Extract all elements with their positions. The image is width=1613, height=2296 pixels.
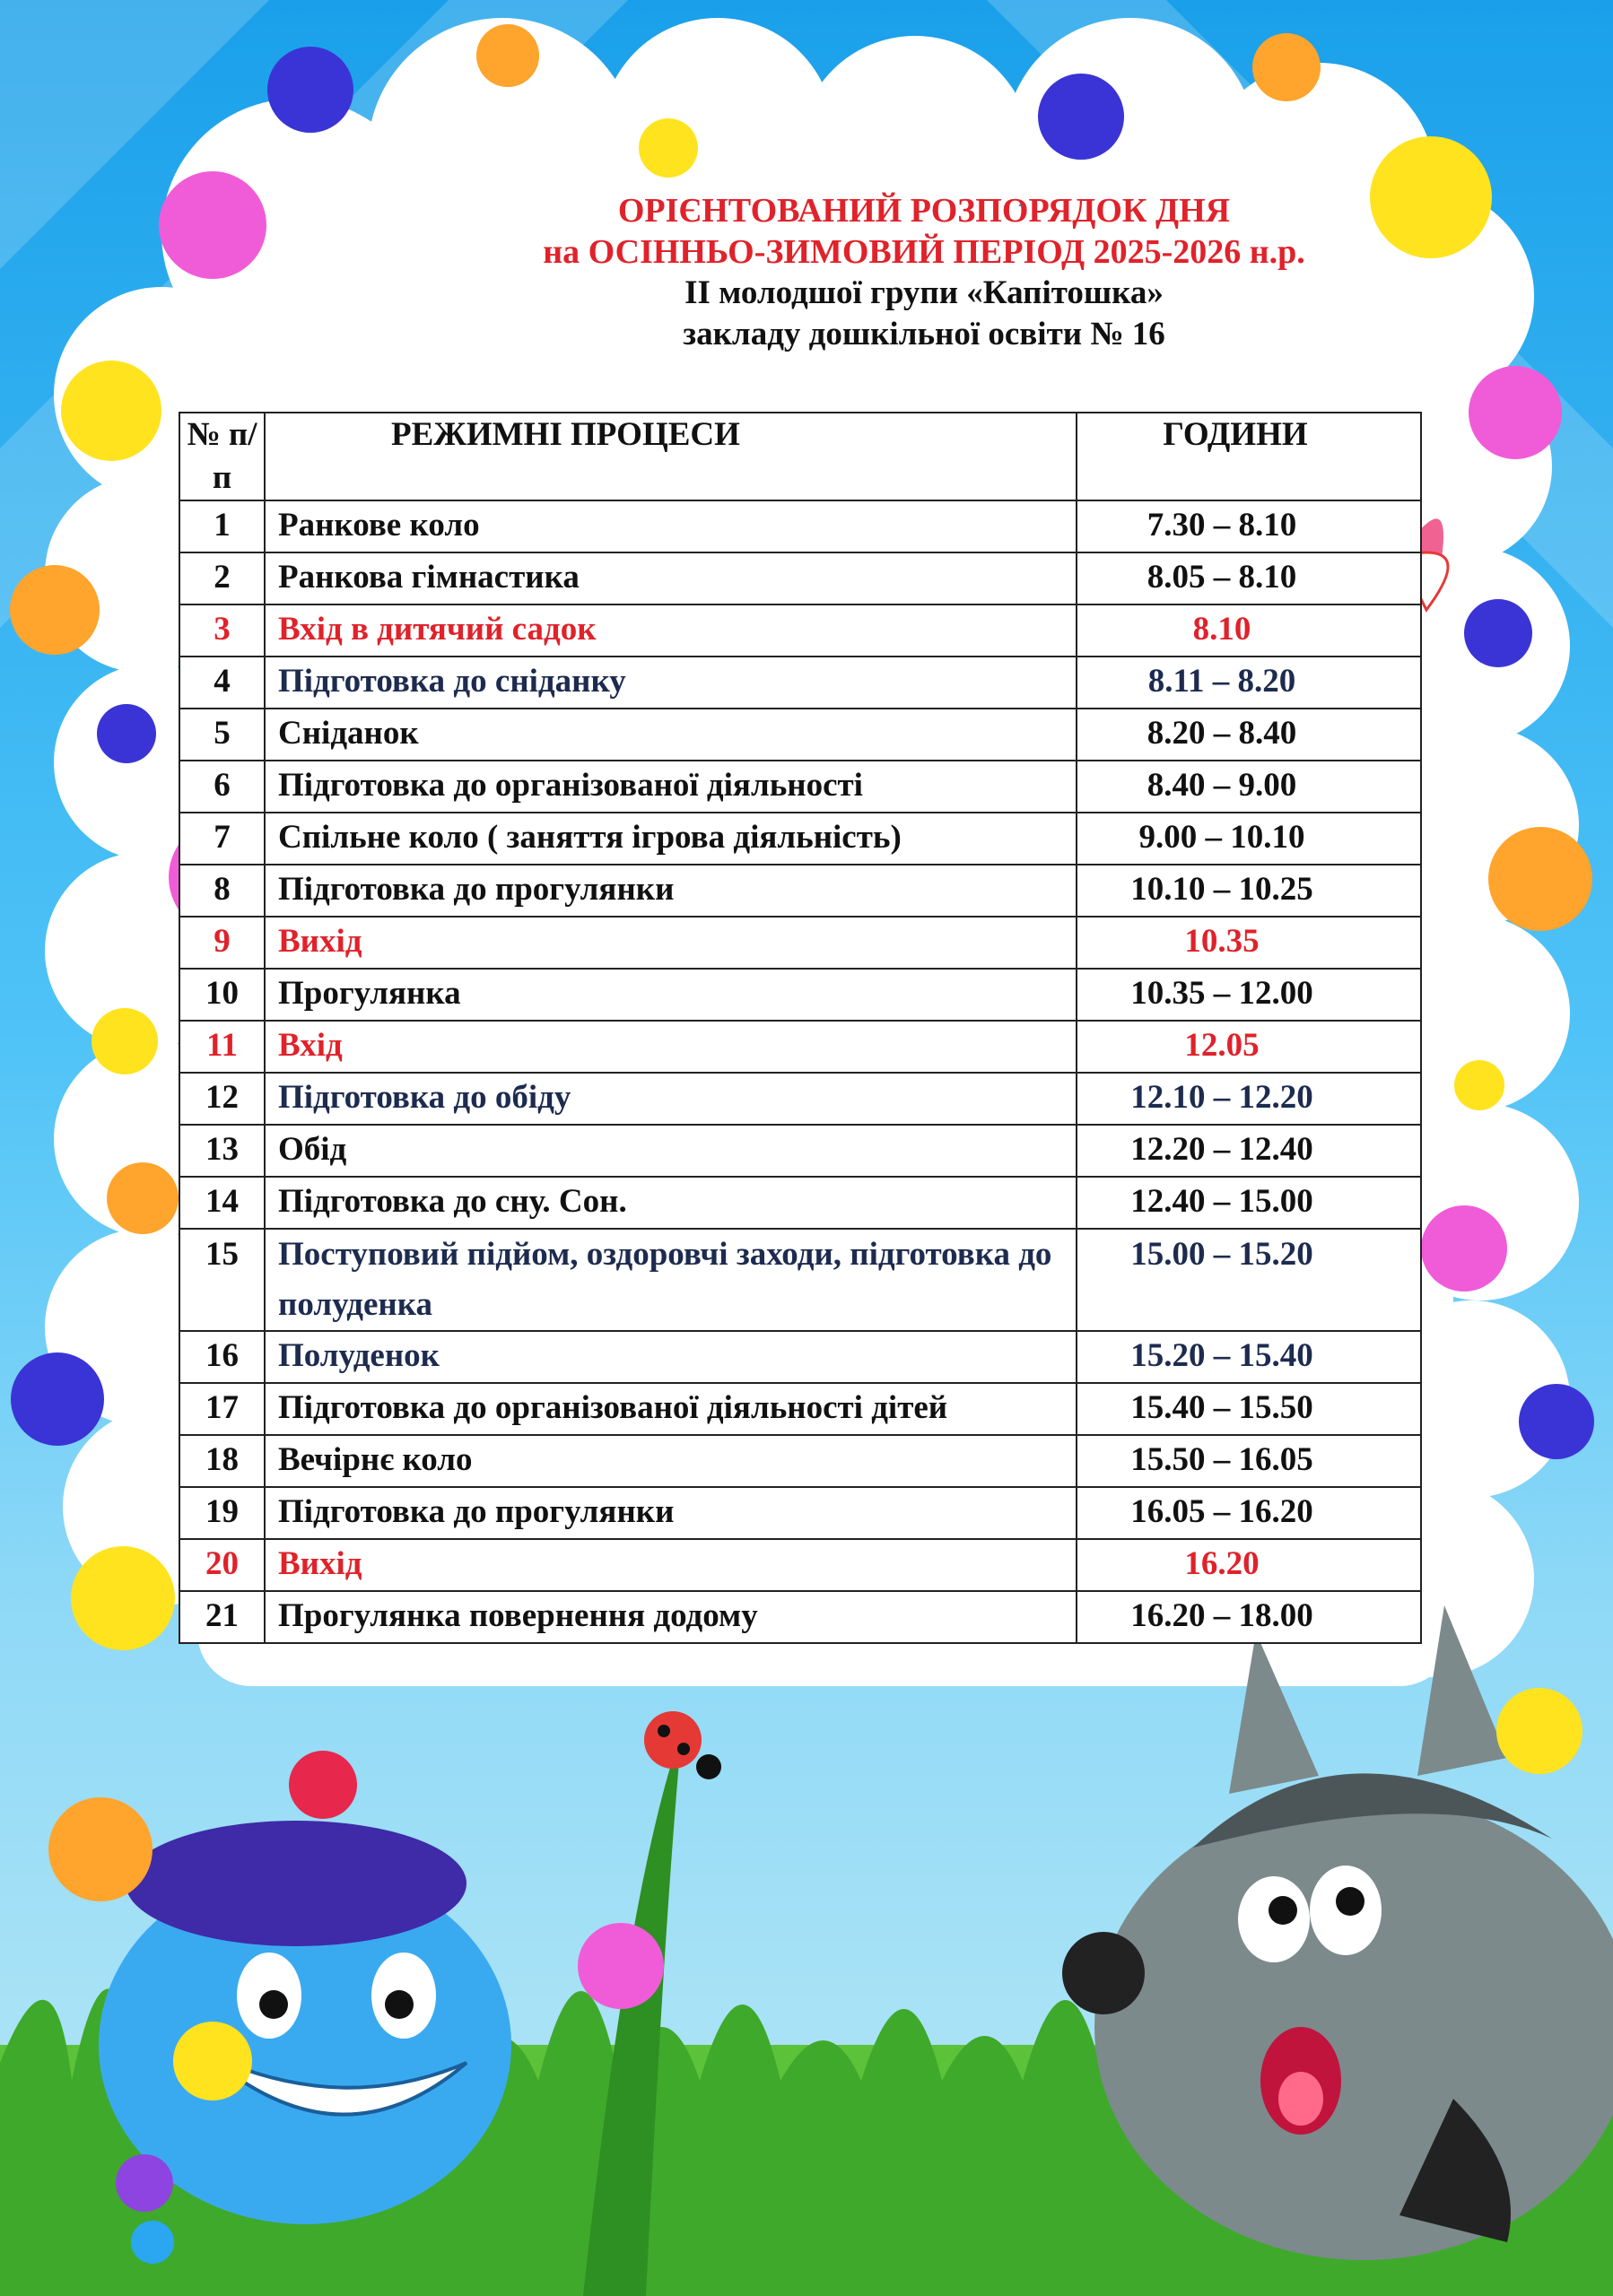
row-hours: 10.35 – 12.00 xyxy=(1077,969,1421,1021)
row-process: Вхід в дитячий садок xyxy=(265,604,1077,657)
row-hours: 8.40 – 9.00 xyxy=(1077,761,1421,813)
row-num: 14 xyxy=(179,1177,265,1229)
table-row xyxy=(179,657,1421,709)
row-num: 17 xyxy=(179,1383,265,1435)
row-process: Вхід xyxy=(265,1021,1077,1073)
row-hours: 15.50 – 16.05 xyxy=(1077,1435,1421,1487)
table-row xyxy=(179,709,1421,761)
row-num: 9 xyxy=(179,917,265,969)
table-row xyxy=(179,969,1421,1021)
row-process: Підготовка до обіду xyxy=(265,1073,1077,1125)
row-num: 8 xyxy=(179,865,265,917)
row-hours: 12.40 – 15.00 xyxy=(1077,1177,1421,1229)
row-process: Підготовка до організованої діяльності дітей xyxy=(265,1383,1077,1435)
header-process: РЕЖИМНІ ПРОЦЕСИ xyxy=(265,413,1077,500)
table-row xyxy=(179,917,1421,969)
row-hours: 9.00 – 10.10 xyxy=(1077,813,1421,865)
table-row xyxy=(179,1177,1421,1229)
title-line-2: на ОСІННЬО-ЗИМОВИЙ ПЕРІОД 2025-2026 н.р. xyxy=(543,233,1305,271)
row-process: Ранкове коло xyxy=(265,500,1077,552)
row-num: 18 xyxy=(179,1435,265,1487)
table-row xyxy=(179,604,1421,657)
title-line-3: ІІ молодшої групи «Капітошка» xyxy=(684,274,1164,311)
row-hours: 10.35 xyxy=(1077,917,1421,969)
table-row xyxy=(179,1487,1421,1539)
table-header-row xyxy=(179,413,1421,500)
row-process: Вихід xyxy=(265,917,1077,969)
row-hours: 12.10 – 12.20 xyxy=(1077,1073,1421,1125)
row-process: Обід xyxy=(265,1125,1077,1177)
row-num: 7 xyxy=(179,813,265,865)
row-num: 1 xyxy=(179,500,265,552)
table-row xyxy=(179,552,1421,604)
schedule-table xyxy=(179,412,1422,1644)
row-hours: 15.20 – 15.40 xyxy=(1077,1331,1421,1383)
row-hours: 15.40 – 15.50 xyxy=(1077,1383,1421,1435)
row-process: Сніданок xyxy=(265,709,1077,761)
table-row xyxy=(179,865,1421,917)
row-num: 3 xyxy=(179,604,265,657)
row-hours: 8.05 – 8.10 xyxy=(1077,552,1421,604)
table-row xyxy=(179,1125,1421,1177)
row-hours: 16.05 – 16.20 xyxy=(1077,1487,1421,1539)
row-hours: 7.30 – 8.10 xyxy=(1077,500,1421,552)
table-row xyxy=(179,1435,1421,1487)
row-process: Підготовка до прогулянки xyxy=(265,865,1077,917)
table-row xyxy=(179,500,1421,552)
row-num: 20 xyxy=(179,1539,265,1591)
table-row xyxy=(179,1383,1421,1435)
row-num: 4 xyxy=(179,657,265,709)
row-hours: 16.20 xyxy=(1077,1539,1421,1591)
table-row xyxy=(179,813,1421,865)
row-num: 12 xyxy=(179,1073,265,1125)
row-num: 5 xyxy=(179,709,265,761)
row-process: Поступовий підйом, оздоровчі заходи, підготовка до полуденка xyxy=(265,1229,1077,1331)
row-num: 2 xyxy=(179,552,265,604)
row-process: Підготовка до сну. Сон. xyxy=(265,1177,1077,1229)
row-num: 10 xyxy=(179,969,265,1021)
row-process: Підготовка до прогулянки xyxy=(265,1487,1077,1539)
row-process: Прогулянка повернення додому xyxy=(265,1591,1077,1643)
title-block xyxy=(359,190,1489,355)
row-num: 16 xyxy=(179,1331,265,1383)
row-num: 6 xyxy=(179,761,265,813)
title-line-1: ОРІЄНТОВАНИЙ РОЗПОРЯДОК ДНЯ xyxy=(617,192,1231,230)
row-hours: 8.20 – 8.40 xyxy=(1077,709,1421,761)
row-process: Вечірнє коло xyxy=(265,1435,1077,1487)
row-num: 15 xyxy=(179,1229,265,1331)
row-hours: 10.10 – 10.25 xyxy=(1077,865,1421,917)
table-row xyxy=(179,1591,1421,1643)
row-process: Вихід xyxy=(265,1539,1077,1591)
row-hours: 12.05 xyxy=(1077,1021,1421,1073)
table-row xyxy=(179,1331,1421,1383)
row-num: 19 xyxy=(179,1487,265,1539)
table-row xyxy=(179,761,1421,813)
header-num: № п/п xyxy=(179,413,265,500)
row-hours: 8.10 xyxy=(1077,604,1421,657)
row-hours: 12.20 – 12.40 xyxy=(1077,1125,1421,1177)
row-process: Полуденок xyxy=(265,1331,1077,1383)
table-row xyxy=(179,1073,1421,1125)
row-hours: 15.00 – 15.20 xyxy=(1077,1229,1421,1331)
row-num: 11 xyxy=(179,1021,265,1073)
row-process: Підготовка до організованої діяльності xyxy=(265,761,1077,813)
row-process: Спільне коло ( заняття ігрова діяльність) xyxy=(265,813,1077,865)
row-process: Прогулянка xyxy=(265,969,1077,1021)
title-line-4: закладу дошкільної освіти № 16 xyxy=(683,316,1165,352)
row-process: Підготовка до сніданку xyxy=(265,657,1077,709)
row-num: 21 xyxy=(179,1591,265,1643)
blue-blob-character xyxy=(99,1751,511,2224)
table-row xyxy=(179,1229,1421,1331)
table-row xyxy=(179,1021,1421,1073)
row-num: 13 xyxy=(179,1125,265,1177)
header-hours: ГОДИНИ xyxy=(1077,413,1421,500)
row-hours: 8.11 – 8.20 xyxy=(1077,657,1421,709)
ladybug xyxy=(644,1711,721,1779)
table-row xyxy=(179,1539,1421,1591)
row-hours: 16.20 – 18.00 xyxy=(1077,1591,1421,1643)
row-process: Ранкова гімнастика xyxy=(265,552,1077,604)
